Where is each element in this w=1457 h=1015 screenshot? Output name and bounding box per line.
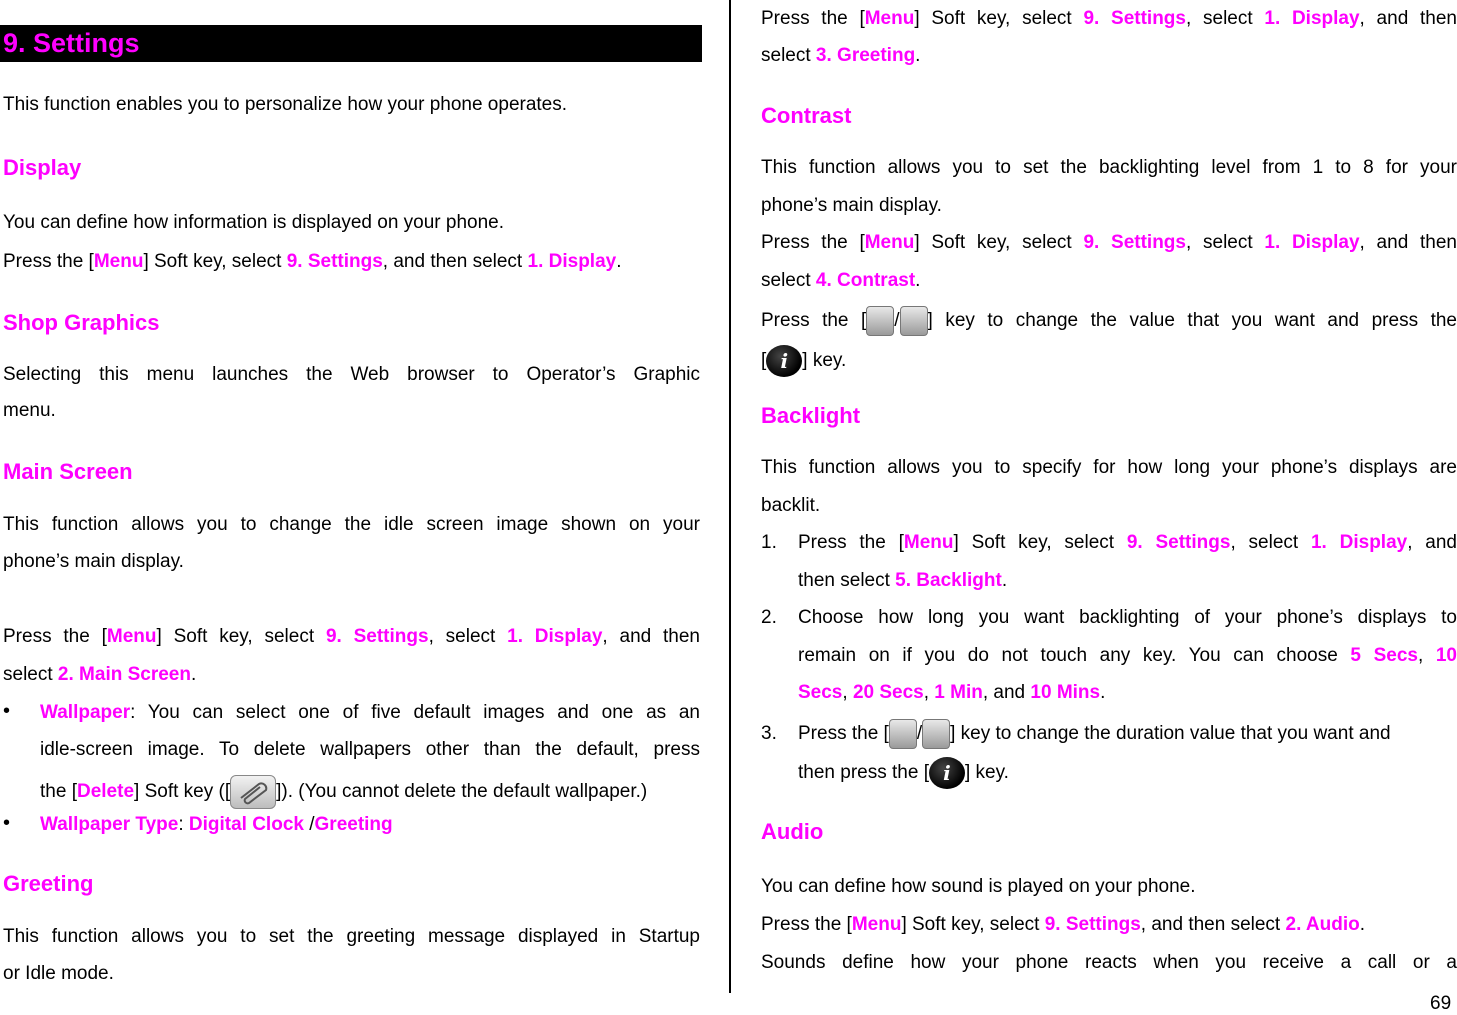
down-key-icon (922, 719, 950, 749)
ok-key-icon: i (929, 757, 965, 789)
display-heading: Display (3, 155, 82, 180)
backlight-step3-line2: then press the [ i ] key. (798, 754, 1009, 792)
paperclip-softkey-icon (230, 775, 276, 809)
greeting-line2: or Idle mode. (3, 963, 114, 984)
display-instruction: Press the [Menu] Soft key, select 9. Settings, and then select 1. Display. (3, 251, 622, 272)
display-desc: You can define how information is displayed on your phone. (3, 212, 505, 233)
greeting-line1: This function allows you to set the greeting message displayed in Startup (3, 926, 700, 947)
wallpaper-line2: idle-screen image. To delete wallpapers other than the default, press (40, 739, 700, 760)
contrast-instruction-2: select 4. Contrast. (761, 270, 921, 291)
contrast-heading: Contrast (761, 103, 852, 128)
backlight-step2-line2: remain on if you do not touch any key. You can choose 5 Secs, 10 (798, 645, 1457, 666)
main-screen-heading: Main Screen (3, 459, 133, 484)
backlight-step1-line2: then select 5. Backlight. (798, 570, 1008, 591)
backlight-line1: This function allows you to specify for how long your phone’s displays are (761, 457, 1457, 478)
greeting-instruction-1: Press the [Menu] Soft key, select 9. Settings, select 1. Display, and then (761, 8, 1457, 29)
contrast-line2: phone’s main display. (761, 195, 942, 216)
audio-desc: You can define how sound is played on your phone. (761, 876, 1196, 897)
audio-line-last: Sounds define how your phone reacts when you receive a call or a (761, 952, 1457, 973)
chapter-title-bar (0, 25, 702, 62)
main-screen-instruction-1: Press the [Menu] Soft key, select 9. Settings, select 1. Display, and then (3, 626, 700, 647)
backlight-step2-line1: Choose how long you want backlighting of your phone’s displays to (798, 607, 1457, 628)
backlight-heading: Backlight (761, 403, 861, 428)
up-key-icon (866, 306, 894, 336)
contrast-instruction-1: Press the [Menu] Soft key, select 9. Settings, select 1. Display, and then (761, 232, 1457, 253)
contrast-key-line2: [ i ] key. (761, 342, 846, 380)
navigation-key-icon: / (866, 302, 927, 340)
up-key-icon (889, 719, 917, 749)
backlight-line2: backlit. (761, 495, 821, 516)
step-number-3: 3. (761, 723, 777, 744)
bullet-dot: • (3, 812, 11, 834)
backlight-step2-line3: Secs, 20 Secs, 1 Min, and 10 Mins. (798, 682, 1106, 703)
shop-graphics-line1: Selecting this menu launches the Web browser to Operator’s Graphic (3, 364, 700, 385)
page-number: 69 (1430, 993, 1452, 1014)
navigation-key-icon: / (889, 715, 950, 753)
bullet-dot: • (3, 700, 11, 722)
chapter-title: 9. Settings (3, 28, 140, 58)
main-screen-line1: This function allows you to change the idle screen image shown on your (3, 514, 700, 535)
greeting-heading: Greeting (3, 871, 94, 896)
main-screen-line2: phone’s main display. (3, 551, 184, 572)
backlight-step3-line1: Press the [ / ] key to change the duration value that you want and (798, 715, 1391, 753)
audio-heading: Audio (761, 819, 824, 844)
contrast-line1: This function allows you to set the backlighting level from 1 to 8 for your (761, 157, 1457, 178)
audio-instruction: Press the [Menu] Soft key, select 9. Settings, and then select 2. Audio. (761, 914, 1366, 935)
column-divider (729, 0, 731, 993)
intro-text: This function enables you to personalize how your phone operates. (3, 94, 568, 115)
greeting-instruction-2: select 3. Greeting. (761, 45, 921, 66)
wallpaper-type-line: Wallpaper Type: Digital Clock /Greeting (40, 814, 393, 835)
down-key-icon (900, 306, 928, 336)
wallpaper-line1: Wallpaper: You can select one of five default images and one as an (40, 702, 700, 723)
wallpaper-line3: the [Delete] Soft key ([ ]). (You cannot delete the default wallpaper.) (40, 773, 647, 811)
shop-graphics-line2: menu. (3, 400, 56, 421)
contrast-key-line: Press the [ / ] key to change the value that you want and press the (761, 302, 1457, 340)
shop-graphics-heading: Shop Graphics (3, 310, 160, 335)
main-screen-instruction-2: select 2. Main Screen. (3, 664, 197, 685)
step-number-2: 2. (761, 607, 777, 628)
backlight-step1-line1: Press the [Menu] Soft key, select 9. Settings, select 1. Display, and (798, 532, 1457, 553)
ok-key-icon: i (766, 345, 802, 377)
step-number-1: 1. (761, 532, 777, 553)
